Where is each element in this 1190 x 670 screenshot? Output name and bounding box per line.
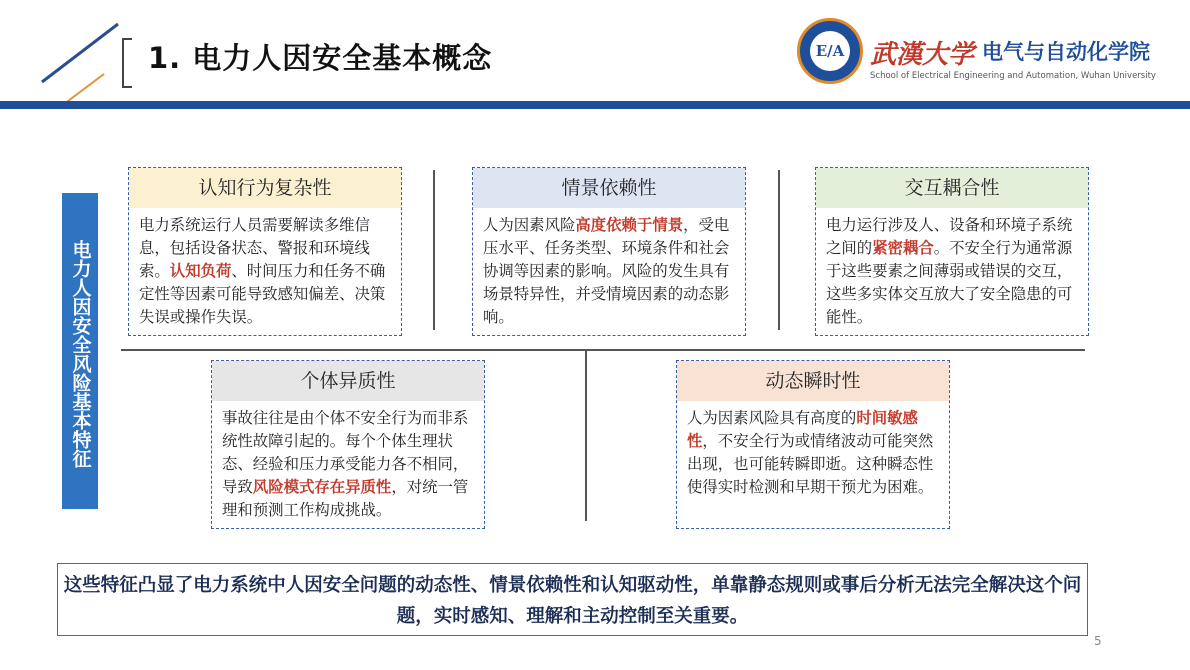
body-text: ，不安全行为或情绪波动可能突然出现，也可能转瞬即逝。这种瞬态性使得实时检测和早期干预尤为困难。 [687,432,934,496]
card-title: 情景依赖性 [473,168,745,208]
card-dynamic-transience [676,360,950,529]
highlighted-text: 高度依赖于情景 [575,216,684,234]
title-bracket [122,38,132,88]
school-english-name: School of Electrical Engineering and Automation, Wuhan University [870,71,1156,81]
slide-title: 1. 电力人因安全基本概念 [148,41,493,75]
university-emblem-icon [797,18,863,84]
highlighted-text: 时间敏感性 [687,409,918,450]
card-text [139,214,393,329]
page-number: 5 [1094,634,1102,648]
highlighted-text: 认知负荷 [169,262,232,280]
card-title: 个体异质性 [212,361,484,401]
body-text: 。不安全行为通常源于这些要素之间薄弱或错误的交互，这些多实体交互放大了安全隐患的可能性。 [826,239,1073,326]
card-title: 认知行为复杂性 [129,168,401,208]
body-text: 电力系统运行人员需要解读多维信息，包括设备状态、警报和环境线索。 [139,216,370,280]
vertical-divider-top-left [433,170,435,330]
body-text: 人为因素风险具有高度的 [687,409,857,427]
vertical-divider-bottom [585,351,587,521]
horizontal-divider [121,349,1085,351]
body-text: 人为因素风险 [483,216,576,234]
card-title: 动态瞬时性 [677,361,949,401]
card-context-dependence [472,167,746,336]
highlighted-text: 紧密耦合 [872,239,934,257]
card-text [483,214,737,329]
body-text: 电力运行涉及人、设备和环境子系统之间的 [826,216,1073,257]
card-individual-heterogeneity [211,360,485,529]
card-text [222,407,476,522]
highlighted-text: 风险模式存在异质性 [252,478,392,496]
emblem-text: E/A [810,31,850,71]
card-interaction-coupling [815,167,1089,336]
card-title: 交互耦合性 [816,168,1088,208]
body-text: 事故往往是由个体不安全行为而非系统性故障引起的。每个个体生理状态、经验和压力承受能力各不相同，导致 [222,409,469,496]
body-text: ，对统一管理和预测工作构成挑战。 [222,478,469,519]
university-name: 武漢大学 [870,40,975,70]
header-divider-bar [0,101,1190,109]
body-text: 、时间压力和任务不确定性等因素可能导致感知偏差、决策失误或操作失误。 [139,262,386,326]
card-text [826,214,1080,329]
side-label: 电力人因安全风险基本特征 [62,193,98,509]
school-name: 电气与自动化学院 [982,40,1150,64]
body-text: ，受电压水平、任务类型、环境条件和社会协调等因素的影响。风险的发生具有场景特异性，并受情境因素的动态影响。 [483,216,730,326]
summary-box: 这些特征凸显了电力系统中人因安全问题的动态性、情景依赖性和认知驱动性，单靠静态规则或事后分析无法完全解决这个问题，实时感知、理解和主动控制至关重要。 [57,563,1088,636]
card-cognitive-complexity [128,167,402,336]
vertical-divider-top-right [778,170,780,330]
card-text [687,407,941,499]
